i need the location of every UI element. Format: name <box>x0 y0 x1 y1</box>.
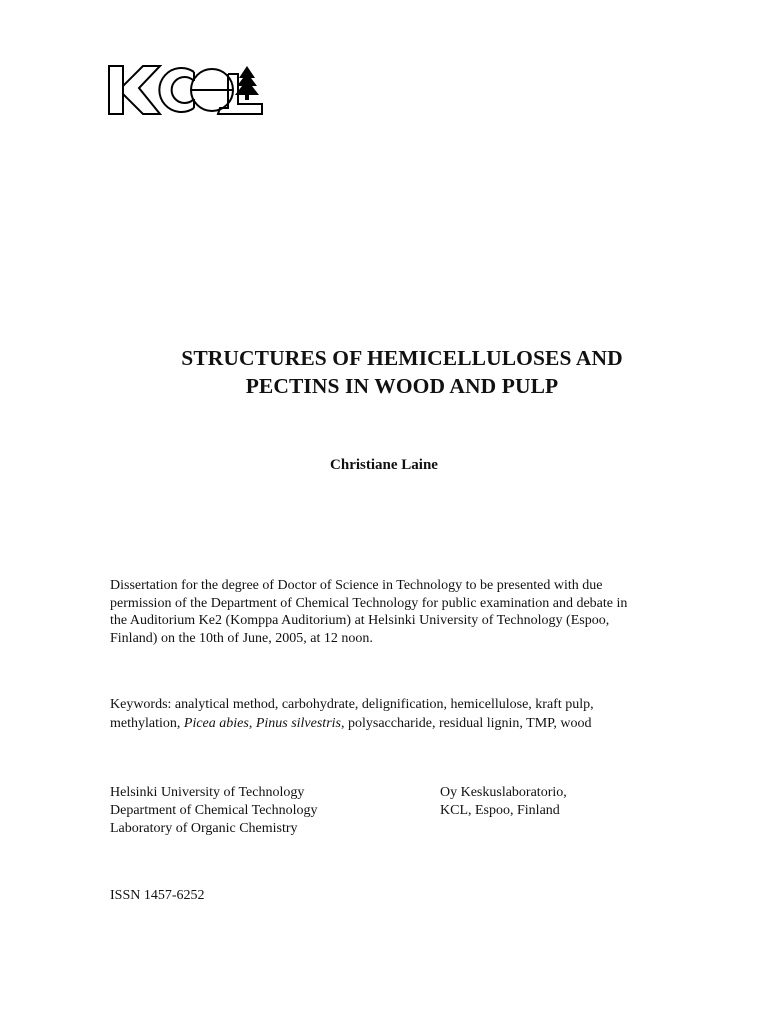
document-title <box>60 344 744 400</box>
keywords-line-2 <box>110 714 690 733</box>
author-name: Christiane Laine <box>330 457 438 473</box>
dissertation-line-1: Dissertation for the degree of Doctor of Science in Technology to be presented with due <box>110 578 603 593</box>
affiliation-company <box>440 784 567 820</box>
keywords-text-b: , <box>248 716 256 731</box>
dissertation-line-3: the Auditorium Ke2 (Komppa Auditorium) at Helsinki University of Technology (Espoo, <box>110 613 610 628</box>
company-location: KCL, Espoo, Finland <box>440 803 560 818</box>
title-line-2: PECTINS IN WOOD AND PULP <box>245 374 559 398</box>
title-line-1: STRUCTURES OF HEMICELLULOSES AND <box>181 346 623 370</box>
keywords-block <box>110 695 690 733</box>
keywords-line-1: Keywords: analytical method, carbohydrate, delignification, hemicellulose, kraft pulp, <box>110 697 594 712</box>
keyword-species-picea: Picea abies <box>183 716 249 731</box>
laboratory-name: Laboratory of Organic Chemistry <box>110 821 298 836</box>
dissertation-line-4: Finland) on the 10th of June, 2005, at 12 noon. <box>110 630 373 646</box>
dissertation-line-2: permission of the Department of Chemical Technology for public examination and debate in <box>110 595 628 611</box>
keyword-species-pinus: Pinus silvestris <box>255 716 341 731</box>
kcl-logo <box>108 64 264 116</box>
dissertation-statement <box>110 577 690 647</box>
affiliation-university <box>110 784 318 838</box>
keywords-text-c: , polysaccharide, residual lignin, TMP, wood <box>340 716 592 731</box>
kcl-logo-graphic <box>108 64 264 116</box>
issn-number: ISSN 1457-6252 <box>110 888 205 903</box>
university-name: Helsinki University of Technology <box>110 785 305 800</box>
keywords-text-a: methylation, <box>110 716 184 731</box>
department-name: Department of Chemical Technology <box>110 803 318 818</box>
company-name: Oy Keskuslaboratorio, <box>440 785 567 800</box>
